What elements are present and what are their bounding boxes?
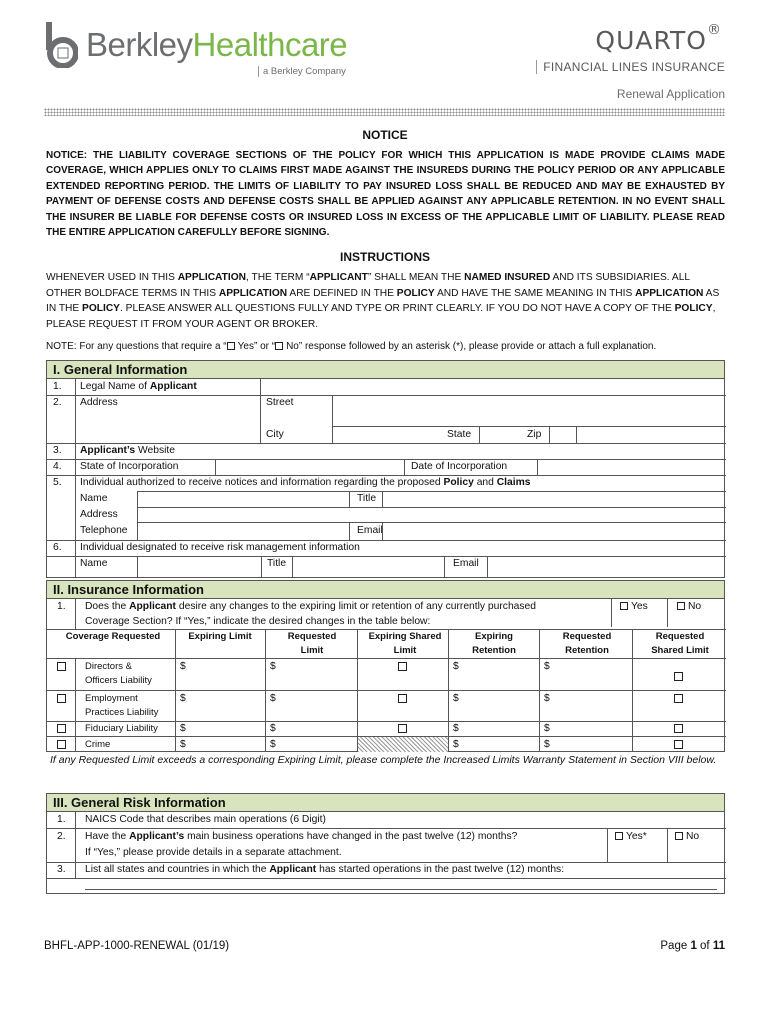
- naics-input[interactable]: [353, 812, 726, 828]
- website-input[interactable]: [185, 443, 726, 459]
- city-input[interactable]: [332, 427, 439, 443]
- contact-title-label: Title: [357, 493, 377, 504]
- expiring-retention-cell[interactable]: $: [453, 723, 459, 734]
- expiring-limit-cell[interactable]: $: [180, 739, 186, 750]
- requested-limit-cell[interactable]: $: [270, 693, 276, 704]
- item-number: 4.: [53, 461, 62, 472]
- checkbox-icon[interactable]: [675, 832, 683, 840]
- risk-title-label: Title: [267, 558, 287, 569]
- notice-text: NOTICE: THE LIABILITY COVERAGE SECTIONS OF THE POLICY FOR WHICH THIS APPLICATION IS MADE PROVIDE CLAIMS MADE COVERAGE, WHICH APPLIES ONLY TO CLAIMS FIRST MADE AGAINST THE INSUREDS DURING THE POLICY PERIOD OR ANY APPLICABLE EXTENDED REPORTING PERIOD. THE LIMITS OF LIABILITY TO PAY INSURED LOSS SHALL BE REDUCED AND MAY BE EXHAUSTED BY PAYMENT OF DEFENSE COSTS AND DEFENSE COSTS SHALL BE APPLIED AGAINST ANY APPLICABLE RETENTION. IN NO EVENT SHALL THE INSURER BE LIABLE FOR DEFENSE COSTS OR INSURED LOSS IN EXCESS OF THE APPLICABLE LIMIT OF LIABILITY. PLEASE READ THE ENTIRE APPLICATION CAREFULLY BEFORE SIGNING.: [46, 150, 725, 239]
- risk-name-label: Name: [80, 558, 108, 569]
- checkbox-icon: [227, 342, 235, 350]
- notice-title: NOTICE: [362, 128, 408, 142]
- contact-email-input[interactable]: [382, 523, 726, 540]
- new-operations-input[interactable]: [85, 880, 717, 890]
- city-label: City: [266, 429, 284, 440]
- state-input[interactable]: [479, 427, 521, 443]
- brand-subtitle: a Berkley Company: [258, 66, 346, 77]
- item-number: 6.: [53, 542, 62, 553]
- contact-telephone-input[interactable]: [137, 523, 350, 540]
- contact-email-label: Email: [357, 525, 383, 536]
- website-label: Applicant’s Website: [80, 445, 175, 456]
- legal-name-label: Legal Name of Applicant: [80, 381, 197, 392]
- requested-limit-cell[interactable]: $: [270, 661, 276, 672]
- berkley-logo-icon: [44, 22, 78, 68]
- column-header: Coverage Requested: [65, 631, 161, 642]
- epl-checkbox[interactable]: [57, 694, 66, 703]
- coverage-name: Crime: [85, 739, 111, 750]
- requested-shared-checkbox[interactable]: [674, 672, 683, 681]
- requested-limit-cell[interactable]: $: [270, 739, 276, 750]
- expiring-limit-cell[interactable]: $: [180, 661, 186, 672]
- requested-retention-cell[interactable]: $: [544, 693, 550, 704]
- coverage-name: Directors & Officers Liability: [85, 661, 152, 686]
- coverage-change-question: Does the Applicant desire any changes to the expiring limit or retention of any currently purchased: [85, 601, 537, 612]
- disabled-cell: [358, 737, 448, 752]
- column-header: Requested Shared Limit: [651, 631, 709, 656]
- expiring-retention-cell[interactable]: $: [453, 693, 459, 704]
- coverage-name: Employment Practices Liability: [85, 693, 159, 718]
- risk-email-input[interactable]: [487, 556, 726, 577]
- quarto-logo: QUARTO®: [595, 22, 722, 55]
- operations-changed-no[interactable]: No: [675, 830, 699, 844]
- zip-input[interactable]: [549, 427, 577, 443]
- item-number: 1.: [57, 814, 66, 825]
- requested-shared-checkbox[interactable]: [674, 694, 683, 703]
- column-header: Expiring Limit: [188, 631, 252, 642]
- section-insurance-information: [46, 580, 725, 752]
- instructions-title: INSTRUCTIONS: [340, 250, 430, 264]
- notice-contact-label: Individual authorized to receive notices and information regarding the proposed Policy and Claims: [80, 477, 531, 488]
- item-number: 5.: [53, 477, 62, 488]
- note-text: NOTE: For any questions that require a “ Yes” or “ No” response followed by an asterisk (*), please provide or attach a full explanation.: [46, 341, 657, 352]
- document-type: Renewal Application: [616, 87, 725, 101]
- contact-name-label: Name: [80, 493, 108, 504]
- item-number: 2.: [53, 397, 62, 408]
- expiring-limit-cell[interactable]: $: [180, 693, 186, 704]
- page-header: [0, 0, 770, 116]
- item-number: 1.: [53, 381, 62, 392]
- section-general-risk-information: [46, 793, 725, 894]
- state-label: State: [447, 429, 472, 440]
- section-title: III. General Risk Information: [47, 794, 724, 812]
- brand-name: BerkleyHealthcare: [86, 26, 348, 63]
- requested-shared-checkbox[interactable]: [674, 740, 683, 749]
- insurance-footnote: If any Requested Limit exceeds a corresponding Expiring Limit, please complete the Increased Limits Warranty Statement in Section VIII below.: [50, 754, 717, 766]
- risk-email-label: Email: [453, 558, 479, 569]
- requested-retention-cell[interactable]: $: [544, 723, 550, 734]
- item-number: 2.: [57, 831, 66, 842]
- contact-title-input[interactable]: [382, 491, 726, 507]
- form-id: BHFL-APP-1000-RENEWAL (01/19): [44, 940, 230, 952]
- state-incorporation-label: State of Incorporation: [80, 461, 179, 472]
- column-header: Requested Retention: [562, 631, 612, 656]
- date-incorporation-input[interactable]: [537, 459, 726, 475]
- contact-address-input[interactable]: [137, 507, 726, 523]
- requested-retention-cell[interactable]: $: [544, 661, 550, 672]
- street-input[interactable]: [332, 395, 726, 427]
- legal-name-input[interactable]: [260, 379, 726, 395]
- instructions-text: WHENEVER USED IN THIS APPLICATION, THE TERM “APPLICANT” SHALL MEAN THE NAMED INSURED AND ITS SUBSIDIARIES. ALL OTHER BOLDFACE TERMS IN THIS APPLICATION ARE DEFINED IN THE POLICY AND HAVE THE SAME MEANING IN THIS APPLICATION AS IN THE POLICY. PLEASE ANSWER ALL QUESTIONS FULLY AND TYPE OR PRINT CLEARLY. IF YOU DO NOT HAVE A COPY OF THE POLICY, PLEASE REQUEST IT FROM YOUR AGENT OR BROKER.: [46, 272, 720, 330]
- expiring-limit-cell[interactable]: $: [180, 723, 186, 734]
- risk-contact-label: Individual designated to receive risk management information: [80, 542, 360, 553]
- expiring-shared-checkbox[interactable]: [398, 662, 407, 671]
- state-incorporation-input[interactable]: [215, 459, 405, 475]
- requested-limit-cell[interactable]: $: [270, 723, 276, 734]
- coverage-change-instruction: Coverage Section? If “Yes,” indicate the desired changes in the table below:: [85, 616, 431, 627]
- new-operations-question: List all states and countries in which the Applicant has started operations in the past twelve (12) months:: [85, 864, 565, 875]
- operations-changed-yes[interactable]: Yes*: [615, 830, 647, 844]
- zip-label: Zip: [527, 429, 542, 440]
- item-number: 1.: [57, 601, 66, 612]
- contact-name-input[interactable]: [137, 491, 350, 507]
- do-liability-checkbox[interactable]: [57, 662, 66, 671]
- street-label: Street: [266, 397, 294, 408]
- naics-label: NAICS Code that describes main operations (6 Digit): [85, 814, 326, 825]
- checkbox-icon[interactable]: [615, 832, 623, 840]
- section-title: I. General Information: [47, 361, 724, 379]
- contact-telephone-label: Telephone: [80, 525, 128, 536]
- column-header: Expiring Retention: [472, 631, 516, 656]
- address-label: Address: [80, 397, 118, 408]
- checkbox-icon: [275, 342, 283, 350]
- column-header: Expiring Shared Limit: [368, 631, 442, 656]
- operations-changed-question: Have the Applicant’s main business operations have changed in the past twelve (12) months?: [85, 831, 518, 842]
- financial-lines-label: FINANCIAL LINES INSURANCE: [536, 60, 725, 74]
- section-general-information: [46, 360, 725, 578]
- requested-retention-cell[interactable]: $: [544, 739, 550, 750]
- risk-name-input[interactable]: [137, 556, 262, 577]
- requested-shared-checkbox[interactable]: [674, 724, 683, 733]
- checkbox-icon[interactable]: [620, 602, 628, 610]
- header-divider: [44, 108, 725, 116]
- coverage-change-yes[interactable]: Yes: [620, 600, 648, 614]
- date-incorporation-label: Date of Incorporation: [411, 461, 508, 472]
- operations-changed-instruction: If “Yes,” please provide details in a separate attachment.: [85, 847, 342, 858]
- column-header: Requested Limit: [287, 631, 337, 656]
- expiring-retention-cell[interactable]: $: [453, 661, 459, 672]
- crime-checkbox[interactable]: [57, 740, 66, 749]
- page-number: Page 1 of 11: [660, 940, 725, 952]
- expiring-shared-checkbox[interactable]: [398, 694, 407, 703]
- item-number: 3.: [57, 864, 66, 875]
- contact-address-label: Address: [80, 509, 118, 520]
- expiring-shared-checkbox[interactable]: [398, 724, 407, 733]
- item-number: 3.: [53, 445, 62, 456]
- expiring-retention-cell[interactable]: $: [453, 739, 459, 750]
- checkbox-icon[interactable]: [677, 602, 685, 610]
- section-title: II. Insurance Information: [47, 581, 724, 599]
- risk-title-input[interactable]: [292, 556, 445, 577]
- fiduciary-checkbox[interactable]: [57, 724, 66, 733]
- coverage-name: Fiduciary Liability: [85, 723, 158, 734]
- coverage-change-no[interactable]: No: [677, 600, 701, 614]
